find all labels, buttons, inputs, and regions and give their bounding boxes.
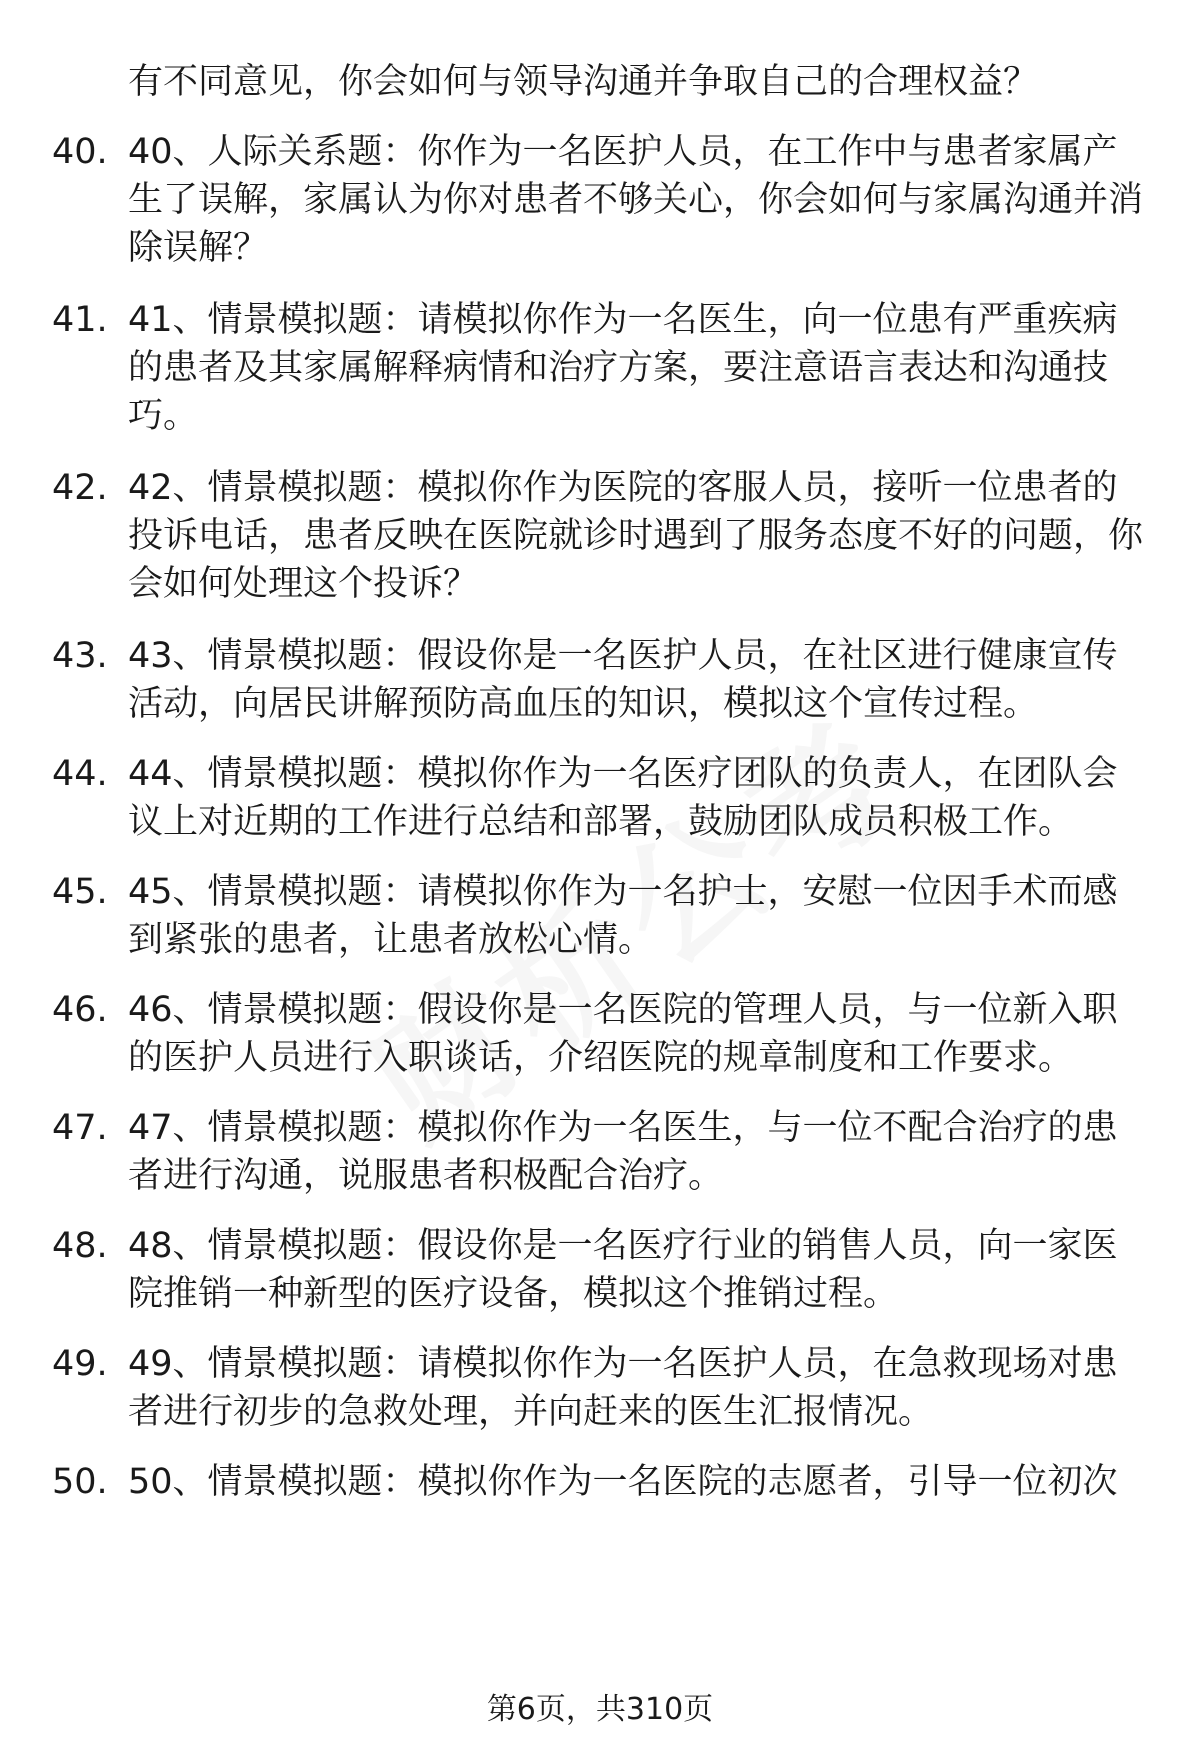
item-text: 41、情景模拟题：请模拟你作为一名医生，向一位患有严重疾病的患者及其家属解释病情和治疗方案，要注意语言表达和沟通技巧。 [128, 300, 1118, 436]
item-text: 46、情景模拟题：假设你是一名医院的管理人员，与一位新入职的医护人员进行入职谈话，介绍医院的规章制度和工作要求。 [128, 990, 1118, 1078]
item-number: 48. [52, 1226, 108, 1266]
page-footer: 第6页，共310页 [486, 1692, 714, 1727]
item-number: 47. [52, 1108, 108, 1148]
item-number: 42. [52, 468, 108, 508]
item-text: 47、情景模拟题：模拟你作为一名医生，与一位不配合治疗的患者进行沟通，说服患者积极配合治疗。 [128, 1108, 1118, 1196]
item-number: 43. [52, 636, 108, 676]
item-number: 49. [52, 1344, 108, 1384]
item-number: 45. [52, 872, 108, 912]
item-text: 49、情景模拟题：请模拟你作为一名医护人员，在急救现场对患者进行初步的急救处理，并向赶来的医生汇报情况。 [128, 1344, 1118, 1432]
item-text: 45、情景模拟题：请模拟你作为一名护士，安慰一位因手术而感到紧张的患者，让患者放松心情。 [128, 872, 1118, 960]
item-text: 44、情景模拟题：模拟你作为一名医疗团队的负责人，在团队会议上对近期的工作进行总结和部署，鼓励团队成员积极工作。 [128, 754, 1118, 842]
item-number: 46. [52, 990, 108, 1030]
continuation-paragraph: 有不同意见，你会如何与领导沟通并争取自己的合理权益？ [128, 62, 1039, 102]
item-number: 40. [52, 132, 108, 172]
item-text: 40、人际关系题：你作为一名医护人员，在工作中与患者家属产生了误解，家属认为你对患者不够关心，你会如何与家属沟通并消除误解？ [128, 132, 1144, 268]
item-number: 44. [52, 754, 108, 794]
item-text: 48、情景模拟题：假设你是一名医疗行业的销售人员，向一家医院推销一种新型的医疗设备，模拟这个推销过程。 [128, 1226, 1118, 1314]
item-text: 43、情景模拟题：假设你是一名医护人员，在社区进行健康宣传活动，向居民讲解预防高血压的知识，模拟这个宣传过程。 [128, 636, 1118, 724]
item-number: 41. [52, 300, 108, 340]
item-text: 50、情景模拟题：模拟你作为一名医院的志愿者，引导一位初次 [128, 1462, 1118, 1502]
item-number: 50. [52, 1462, 108, 1502]
item-text: 42、情景模拟题：模拟你作为医院的客服人员，接听一位患者的投诉电话，患者反映在医院就诊时遇到了服务态度不好的问题，你会如何处理这个投诉？ [128, 468, 1144, 604]
